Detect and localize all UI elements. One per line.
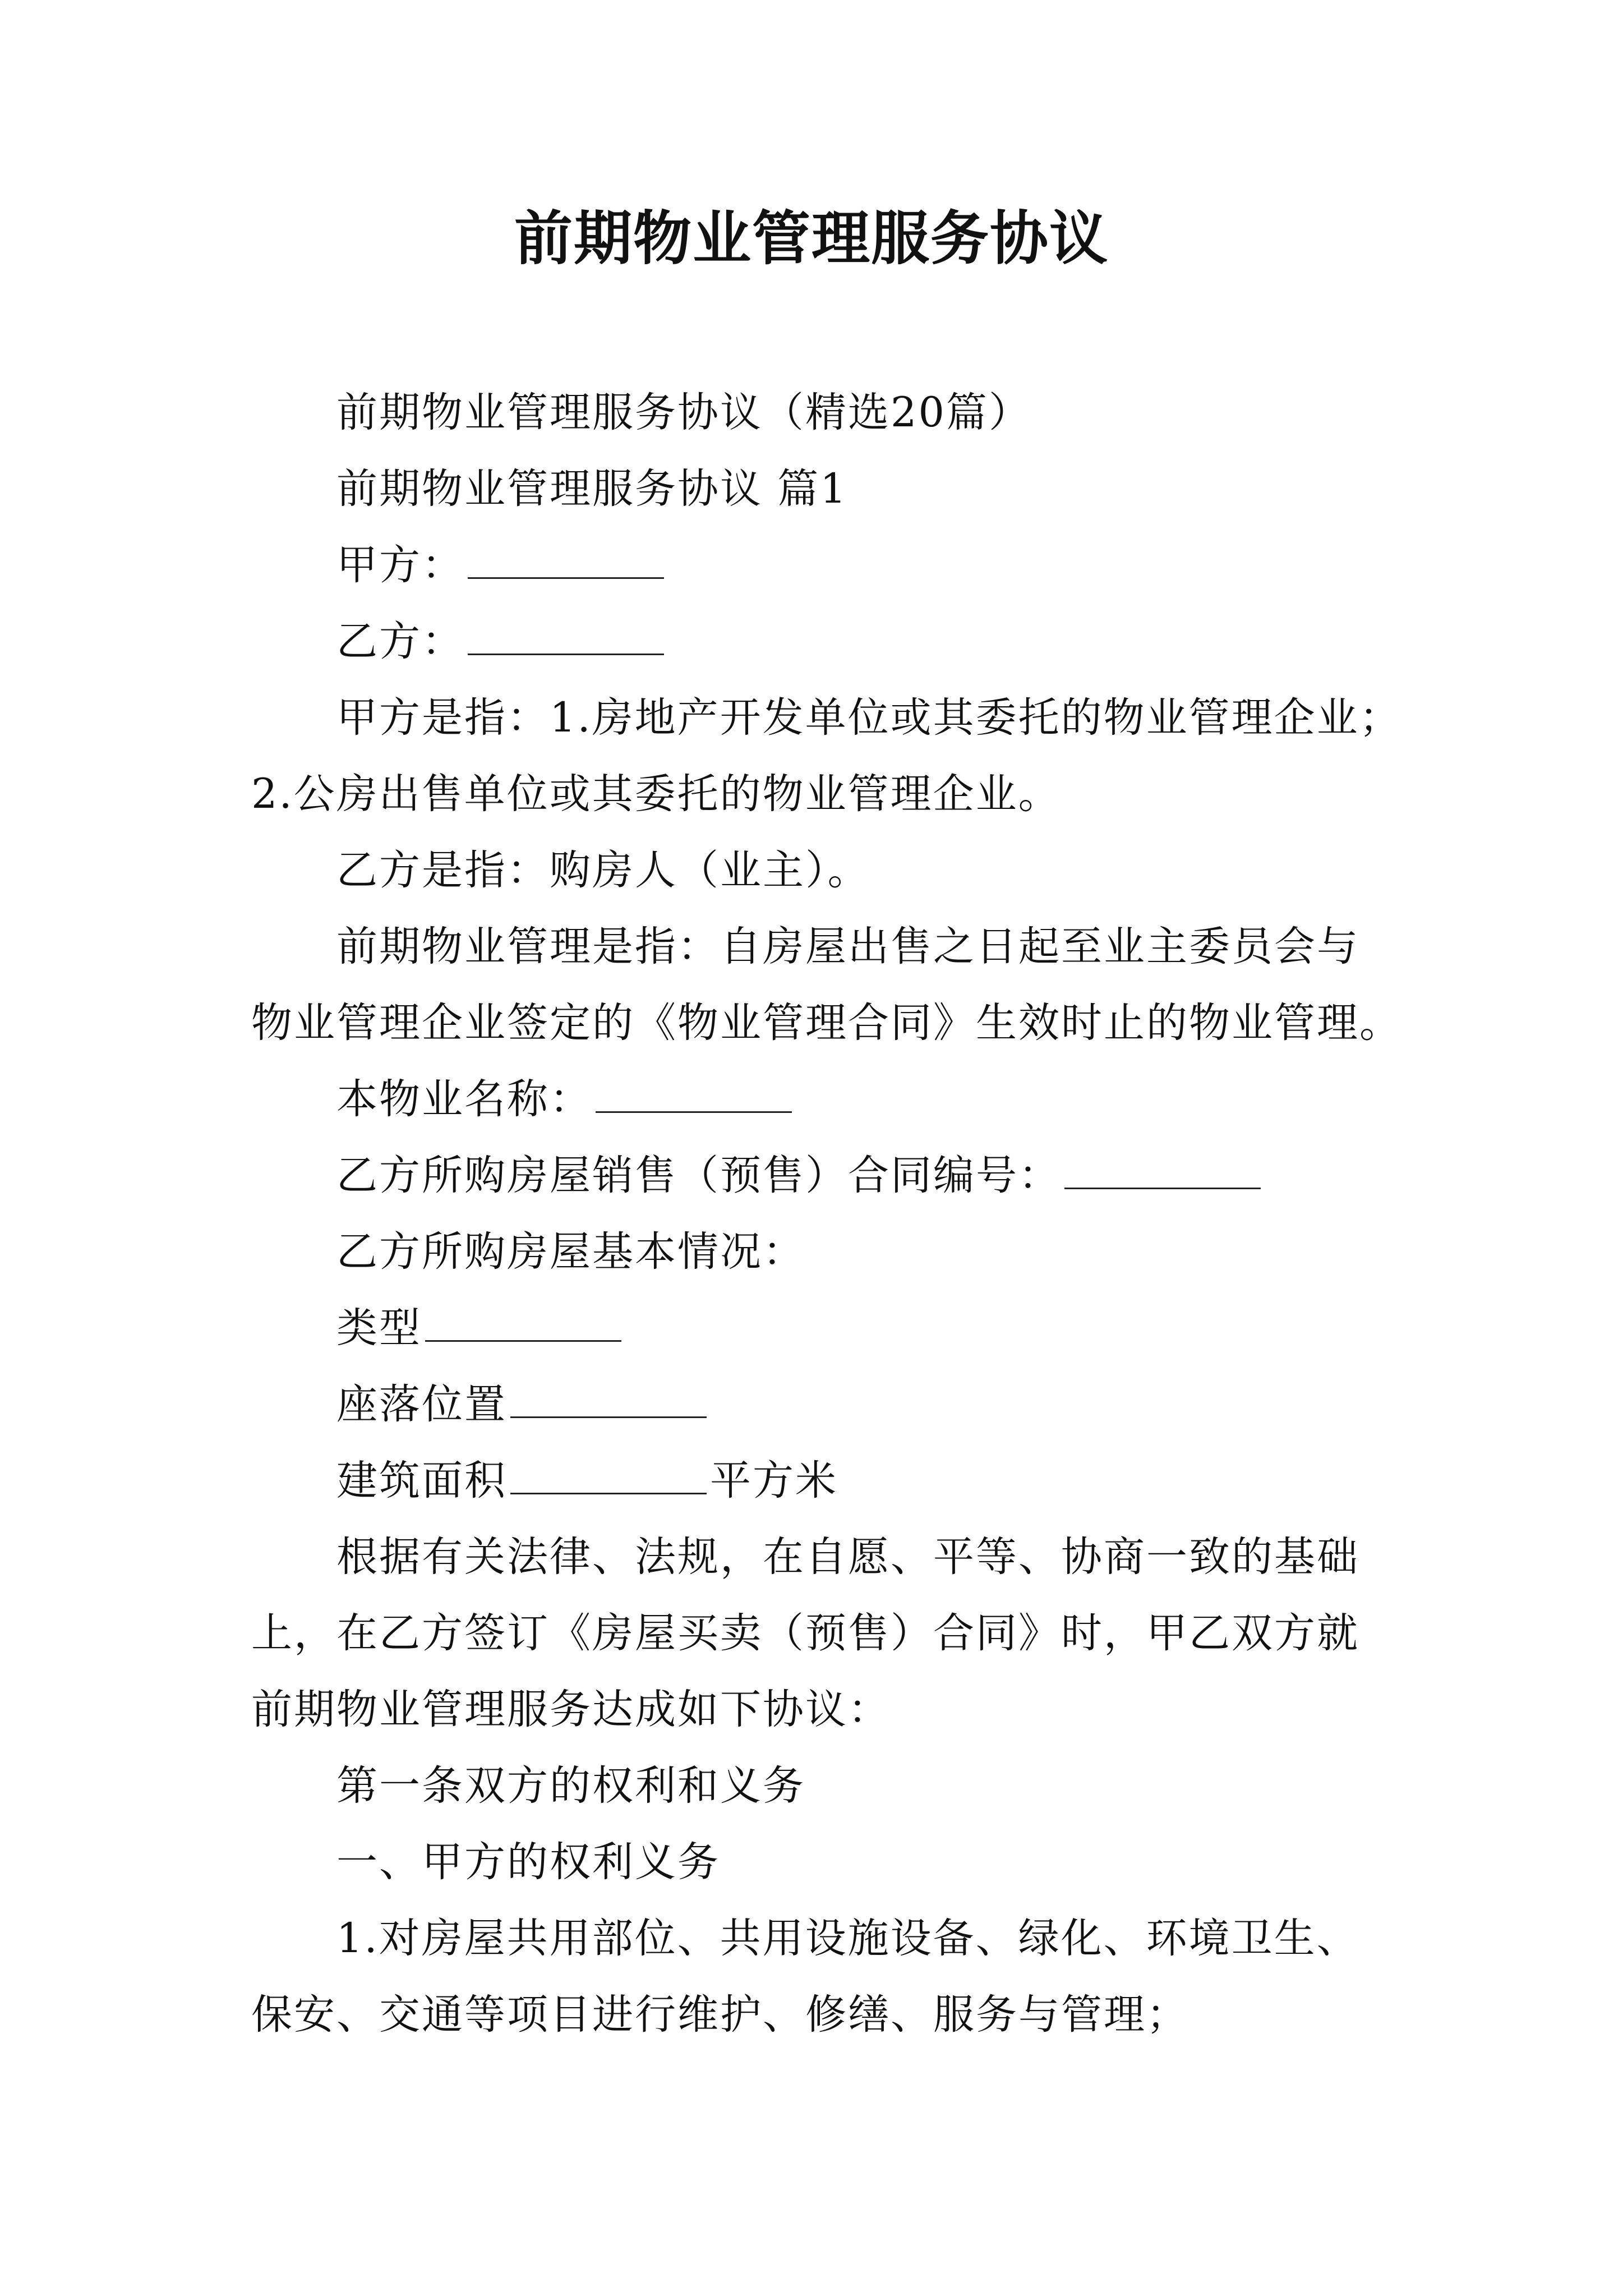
preliminary-management-definition: 前期物业管理是指：自房屋出售之日起至业主委员会与: [336, 923, 1359, 970]
floor-area-label: 建筑面积: [336, 1457, 507, 1504]
contract-number-line: [251, 1138, 1390, 1214]
party-a-line: [251, 527, 1390, 604]
agreement-basis: 根据有关法律、法规，在自愿、平等、协商一致的基础: [336, 1533, 1359, 1581]
party-b-blank[interactable]: [468, 621, 664, 655]
house-type-label: 类型: [336, 1304, 422, 1352]
house-location-blank[interactable]: [510, 1384, 707, 1418]
party-a-label: 甲方：: [336, 541, 464, 589]
agreement-basis-cont-2: 前期物业管理服务达成如下协议：: [251, 1686, 891, 1733]
paragraph-collection-heading: 前期物业管理服务协议（精选20篇）: [336, 389, 1031, 436]
property-name-blank[interactable]: [596, 1079, 792, 1113]
clause-1-cont: 保安、交通等项目进行维护、修缮、服务与管理；: [251, 1991, 1189, 2039]
section-one-heading: 一、甲方的权利义务: [336, 1838, 720, 1886]
contract-number-blank[interactable]: [1064, 1155, 1261, 1189]
party-b-label: 乙方：: [336, 618, 464, 665]
house-location-line: [251, 1366, 1390, 1443]
document-title: 前期物业管理服务协议: [514, 204, 1109, 273]
floor-area-blank[interactable]: [510, 1460, 707, 1494]
party-a-definition: 甲方是指：1.房地产开发单位或其委托的物业管理企业；: [336, 694, 1402, 742]
property-name-line: [251, 1061, 1390, 1138]
house-info-heading: 乙方所购房屋基本情况：: [336, 1228, 805, 1276]
floor-area-line: [251, 1443, 1390, 1519]
contract-number-label: 乙方所购房屋销售（预售）合同编号：: [336, 1152, 1061, 1199]
party-a-blank[interactable]: [468, 545, 664, 579]
house-type-line: [251, 1290, 1390, 1366]
party-b-definition: 乙方是指：购房人（业主）。: [336, 846, 870, 894]
party-b-line: [251, 604, 1390, 680]
paragraph-article-heading: 前期物业管理服务协议 篇1: [336, 465, 848, 513]
house-location-label: 座落位置: [336, 1381, 507, 1428]
party-a-definition-cont: 2.公房出售单位或其委托的物业管理企业。: [251, 770, 1061, 818]
property-name-label: 本物业名称：: [336, 1075, 592, 1123]
article-one-heading: 第一条双方的权利和义务: [336, 1762, 805, 1810]
house-type-blank[interactable]: [425, 1308, 621, 1342]
floor-area-unit: 平方米: [710, 1457, 838, 1504]
clause-1: 1.对房屋共用部位、共用设施设备、绿化、环境卫生、: [336, 1915, 1359, 1962]
document-body: [251, 375, 1402, 2053]
agreement-basis-cont-1: 上，在乙方签订《房屋买卖（预售）合同》时，甲乙双方就: [251, 1609, 1359, 1657]
preliminary-management-definition-cont: 物业管理企业签定的《物业管理合同》生效时止的物业管理。: [251, 999, 1402, 1047]
